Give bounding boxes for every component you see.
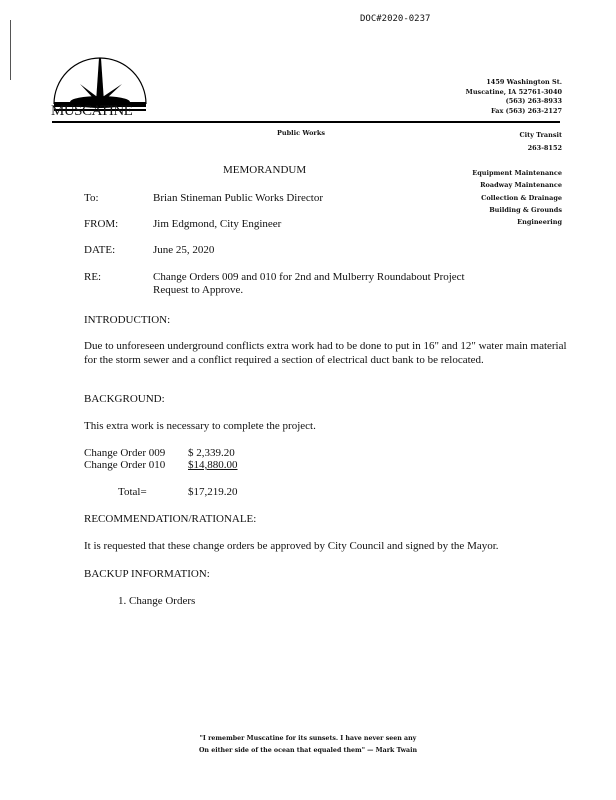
document-number: DOC#2020-0237 bbox=[360, 14, 431, 24]
total-value: $17,219.20 bbox=[188, 486, 238, 498]
division: Collection & Drainage bbox=[481, 193, 562, 202]
background-heading: BACKGROUND: bbox=[84, 393, 165, 405]
intro-heading: INTRODUCTION: bbox=[84, 314, 171, 326]
logo-text: MUSCATINE bbox=[51, 103, 133, 119]
memo-title: MEMORANDUM bbox=[223, 164, 307, 176]
division: Building & Grounds bbox=[489, 205, 562, 214]
re-label: RE: bbox=[84, 271, 102, 283]
address-phone: (563) 263-8933 bbox=[505, 97, 562, 105]
address-block bbox=[466, 78, 562, 116]
intro-text: Due to unforeseen underground conflicts extra work had to be done to put in 16" and 12" water main material for the storm sewer and a conflict required a section of electrical duct bank to be relocated. bbox=[84, 340, 567, 366]
total-label: Total= bbox=[118, 486, 147, 498]
recommendation-text: It is requested that these change orders be approved by City Council and signed by the Mayor. bbox=[84, 540, 499, 552]
from-value: Jim Edgmond, City Engineer bbox=[153, 218, 282, 230]
re-line: Change Orders 009 and 010 for 2nd and Mulberry Roundabout Project bbox=[153, 271, 465, 283]
divisions-list bbox=[472, 167, 562, 228]
footer-quote bbox=[0, 733, 616, 757]
background-text: This extra work is necessary to complete the project. bbox=[84, 420, 316, 432]
change-order-amount: $14,880.00 bbox=[188, 459, 238, 471]
from-label: FROM: bbox=[84, 218, 119, 230]
to-label: To: bbox=[84, 192, 99, 204]
division: Engineering bbox=[517, 218, 562, 227]
change-order-amount: $ 2,339.20 bbox=[188, 447, 235, 459]
quote-line: On either side of the ocean that equaled them" — Mark Twain bbox=[198, 747, 418, 754]
backup-item: 1. Change Orders bbox=[118, 595, 196, 607]
address-street: 1459 Washington St. bbox=[486, 78, 562, 86]
department: Public Works bbox=[277, 129, 326, 137]
transit-name: City Transit bbox=[519, 131, 562, 139]
date-label: DATE: bbox=[84, 244, 116, 256]
quote-line: "I remember Muscatine for its sunsets. I have never seen any bbox=[199, 735, 417, 742]
re-value bbox=[153, 271, 465, 297]
header-rule bbox=[52, 121, 560, 123]
change-order-label: Change Order 009 bbox=[84, 447, 166, 459]
address-city: Muscatine, IA 52761-3040 bbox=[465, 87, 562, 96]
date-value: June 25, 2020 bbox=[153, 244, 215, 256]
address-fax: Fax (563) 263-2127 bbox=[491, 106, 562, 115]
transit-phone: 263-8152 bbox=[527, 144, 562, 152]
re-line: Request to Approve. bbox=[153, 284, 244, 296]
division: Equipment Maintenance bbox=[472, 169, 562, 177]
backup-heading: BACKUP INFORMATION: bbox=[84, 568, 210, 580]
scan-edge-line bbox=[10, 20, 11, 80]
transit-block bbox=[519, 129, 562, 155]
division: Roadway Maintenance bbox=[480, 181, 562, 190]
change-order-label: Change Order 010 bbox=[84, 459, 166, 471]
recommendation-heading: RECOMMENDATION/RATIONALE: bbox=[84, 513, 257, 525]
to-value: Brian Stineman Public Works Director bbox=[153, 192, 323, 204]
